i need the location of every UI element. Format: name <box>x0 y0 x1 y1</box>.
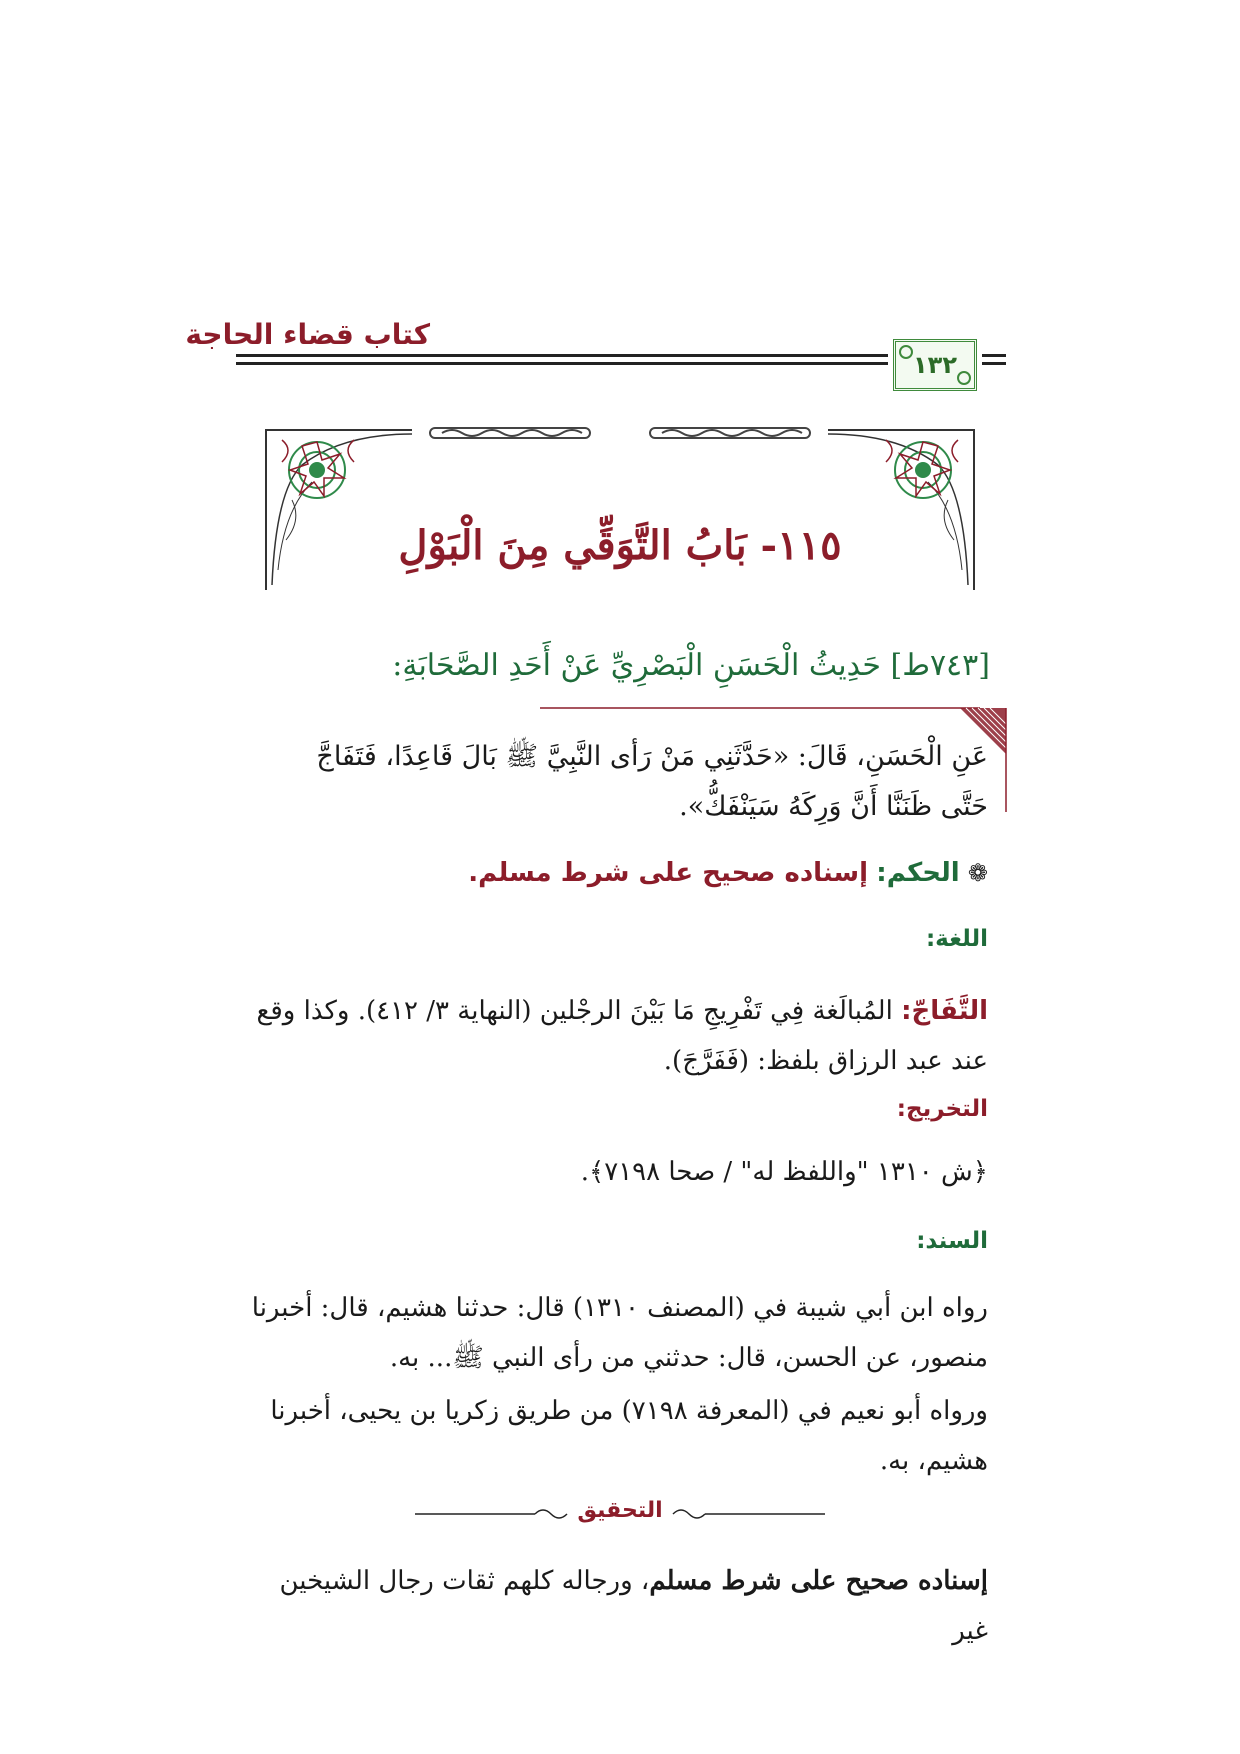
lugha-paragraph <box>236 986 988 1086</box>
sanad-paragraph-1: رواه ابن أبي شيبة في (المصنف ١٣١٠) قال: حدثنا هشيم، قال: أخبرنا منصور، عن الحسن، قال: حدثني من رأى النبي ﷺ... به. <box>251 1293 988 1373</box>
tahqiq-bold: إسناده صحيح على شرط مسلم <box>649 1566 988 1596</box>
takhrij-text: ﴿ش ١٣١٠ "واللفظ له" / صحا ٧١٩٨﴾. <box>580 1157 988 1187</box>
ruling <box>468 858 988 888</box>
sanad-paragraph-2: ورواه أبو نعيم في (المعرفة ٧١٩٨) من طريق زكريا بن يحيى، أخبرنا هشيم، به. <box>270 1396 988 1476</box>
sanad-label: السند: <box>916 1228 988 1254</box>
hadith-heading: [٧٤٣ط] حَدِيثُ الْحَسَنِ الْبَصْرِيِّ عَنْ أَحَدِ الصَّحَابَةِ: <box>392 648 990 683</box>
flower-icon: ❁ <box>967 859 988 887</box>
takhrij-label: التخريج: <box>896 1096 988 1122</box>
header-rule-right-bottom <box>982 362 1006 365</box>
header-rule-right-top <box>982 354 1006 357</box>
lugha-label: اللغة: <box>925 926 988 952</box>
lugha-term: التَّفَاجّ: <box>901 996 988 1026</box>
header-rule-bottom <box>236 362 888 365</box>
ruling-text: إسناده صحيح على شرط مسلم. <box>468 858 869 888</box>
hadith-text: عَنِ الْحَسَنِ، قَالَ: «حَدَّثَنِي مَنْ رَأى النَّبِيَّ ﷺ بَالَ قَاعِدًا، فَتَفَاجَّ حَتَّى ظَنَنَّا أَنَّ وَرِكَهُ سَيَنْفَكُّ». <box>316 741 988 822</box>
page-number: ١٣٢ <box>893 339 977 391</box>
header-rule-top <box>236 354 888 357</box>
running-title: كتاب قضاء الحاجة <box>185 318 430 351</box>
lugha-text: المُبالَغة فِي تَفْرِيجِ مَا بَيْنَ الرجْلين (النهاية ٣/ ٤١٢). وكذا وقع عند عبد الرزاق بلفظ: (فَفَرَّجَ). <box>256 996 988 1076</box>
tahqiq-divider <box>415 1498 825 1528</box>
chapter-title: ١١٥- بَابُ التَّوَقِّي مِنَ الْبَوْلِ <box>398 522 842 569</box>
tahqiq-label: التحقيق <box>577 1498 663 1523</box>
ruling-label: الحكم: <box>876 858 960 888</box>
ornament-top-bars <box>430 428 810 438</box>
tahqiq-text: ، ورجاله كلهم ثقات رجال الشيخين غير <box>279 1566 988 1646</box>
tahqiq-paragraph <box>236 1556 988 1656</box>
